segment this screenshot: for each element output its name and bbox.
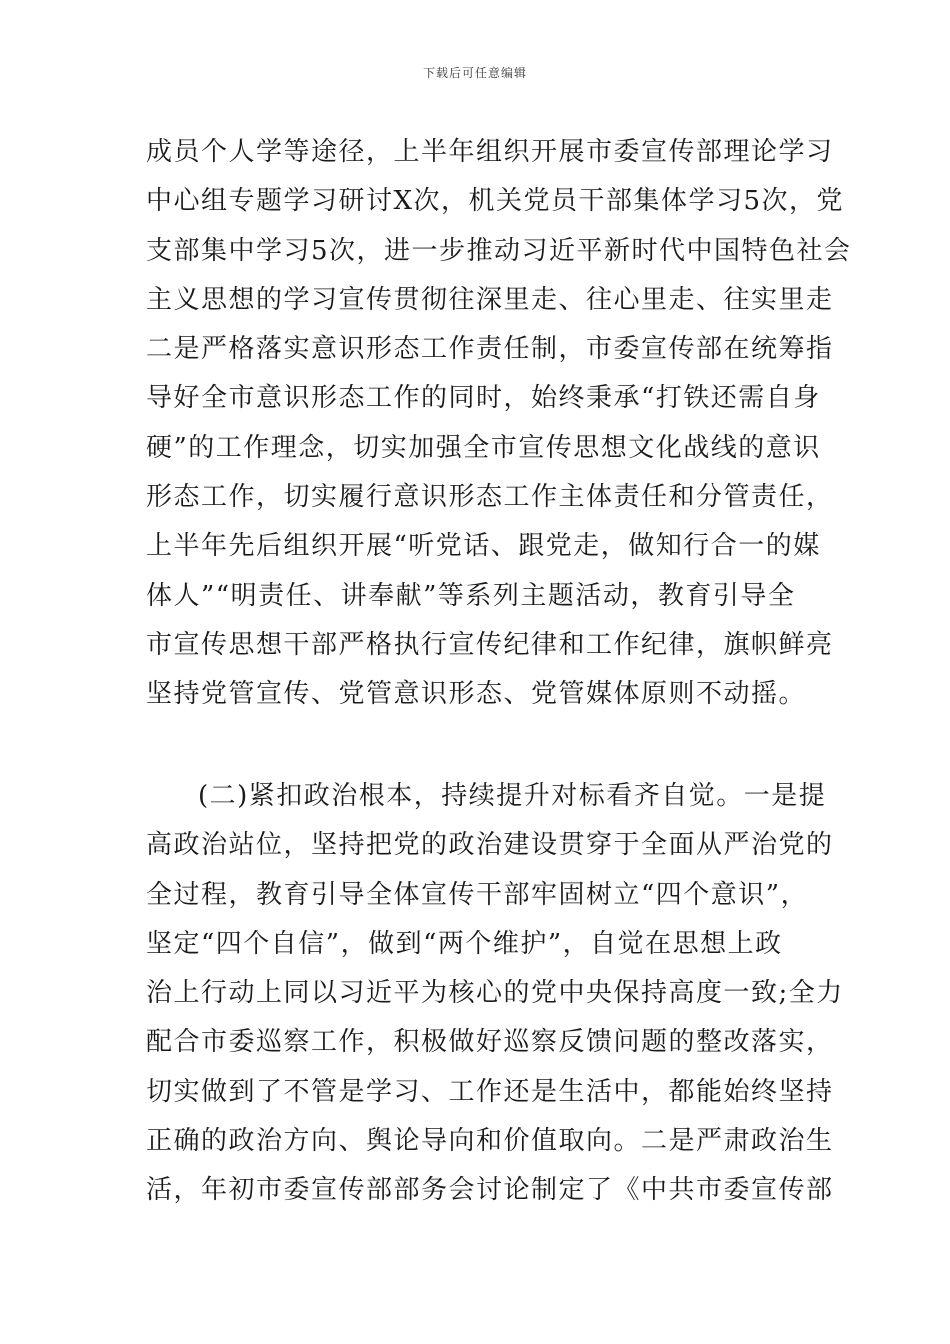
paragraph-line: 成员个人学等途径，上半年组织开展市委宣传部理论学习 — [146, 137, 834, 167]
paragraph-line: 导好全市意识形态工作的同时，始终秉承“打铁还需自身 — [146, 383, 821, 414]
paragraph-line: 坚定“四个自信”，做到“两个维护”，自觉在思想上政 — [146, 928, 783, 959]
paragraph-line: 正确的政治方向、舆论导向和价值取向。二是严肃政治生 — [146, 1126, 834, 1157]
paragraph-line: 二是严格落实意识形态工作责任制，市委宣传部在统筹指 — [146, 334, 834, 365]
paragraph-2 — [146, 772, 844, 1216]
paragraph-line: 活，年初市委宣传部部务会讨论制定了《中共市委宣传部 — [146, 1175, 834, 1206]
paragraph-line: 全过程，教育引导全体宣传干部牢固树立“四个意识”， — [146, 879, 809, 910]
paragraph-1 — [146, 128, 852, 720]
page-header: 下载后可任意编辑 — [422, 66, 527, 80]
paragraph-line: 支部集中学习5次，进一步推动习近平新时代中国特色社会 — [146, 235, 852, 266]
paragraph-line: 坚持党管宣传、党管意识形态、党管媒体原则不动摇。 — [146, 679, 807, 710]
paragraph-line: 配合市委巡察工作，积极做好巡察反馈问题的整改落实， — [146, 1027, 834, 1058]
paragraph-line: 高政治站位，坚持把党的政治建设贯穿于全面从严治党的 — [146, 830, 834, 861]
paragraph-line: 硬”的工作理念，切实加强全市宣传思想文化战线的意识 — [146, 432, 821, 463]
paragraph-line: 切实做到了不管是学习、工作还是生活中，都能始终坚持 — [146, 1076, 834, 1107]
paragraph-line: 治上行动上同以习近平为核心的党中央保持高度一致;全力 — [146, 978, 844, 1009]
paragraph-line: 体人”“明责任、讲奉献”等系列主题活动，教育引导全 — [146, 580, 796, 611]
paragraph-line: 主义思想的学习宣传贯彻往深里走、往心里走、往实里走 — [146, 284, 834, 315]
paragraph-line: 上半年先后组织开展“听党话、跟党走，做知行合一的媒 — [146, 531, 821, 562]
paragraph-line: 形态工作，切实履行意识形态工作主体责任和分管责任， — [146, 482, 834, 513]
paragraph-line: 市宣传思想干部严格执行宣传纪律和工作纪律，旗帜鲜亮 — [146, 629, 834, 660]
paragraph-line: 中心组专题学习研讨X次，机关党员干部集体学习5次，党 — [146, 186, 845, 217]
paragraph-line: (二)紧扣政治根本，持续提升对标看齐自觉。一是提 — [198, 781, 827, 811]
